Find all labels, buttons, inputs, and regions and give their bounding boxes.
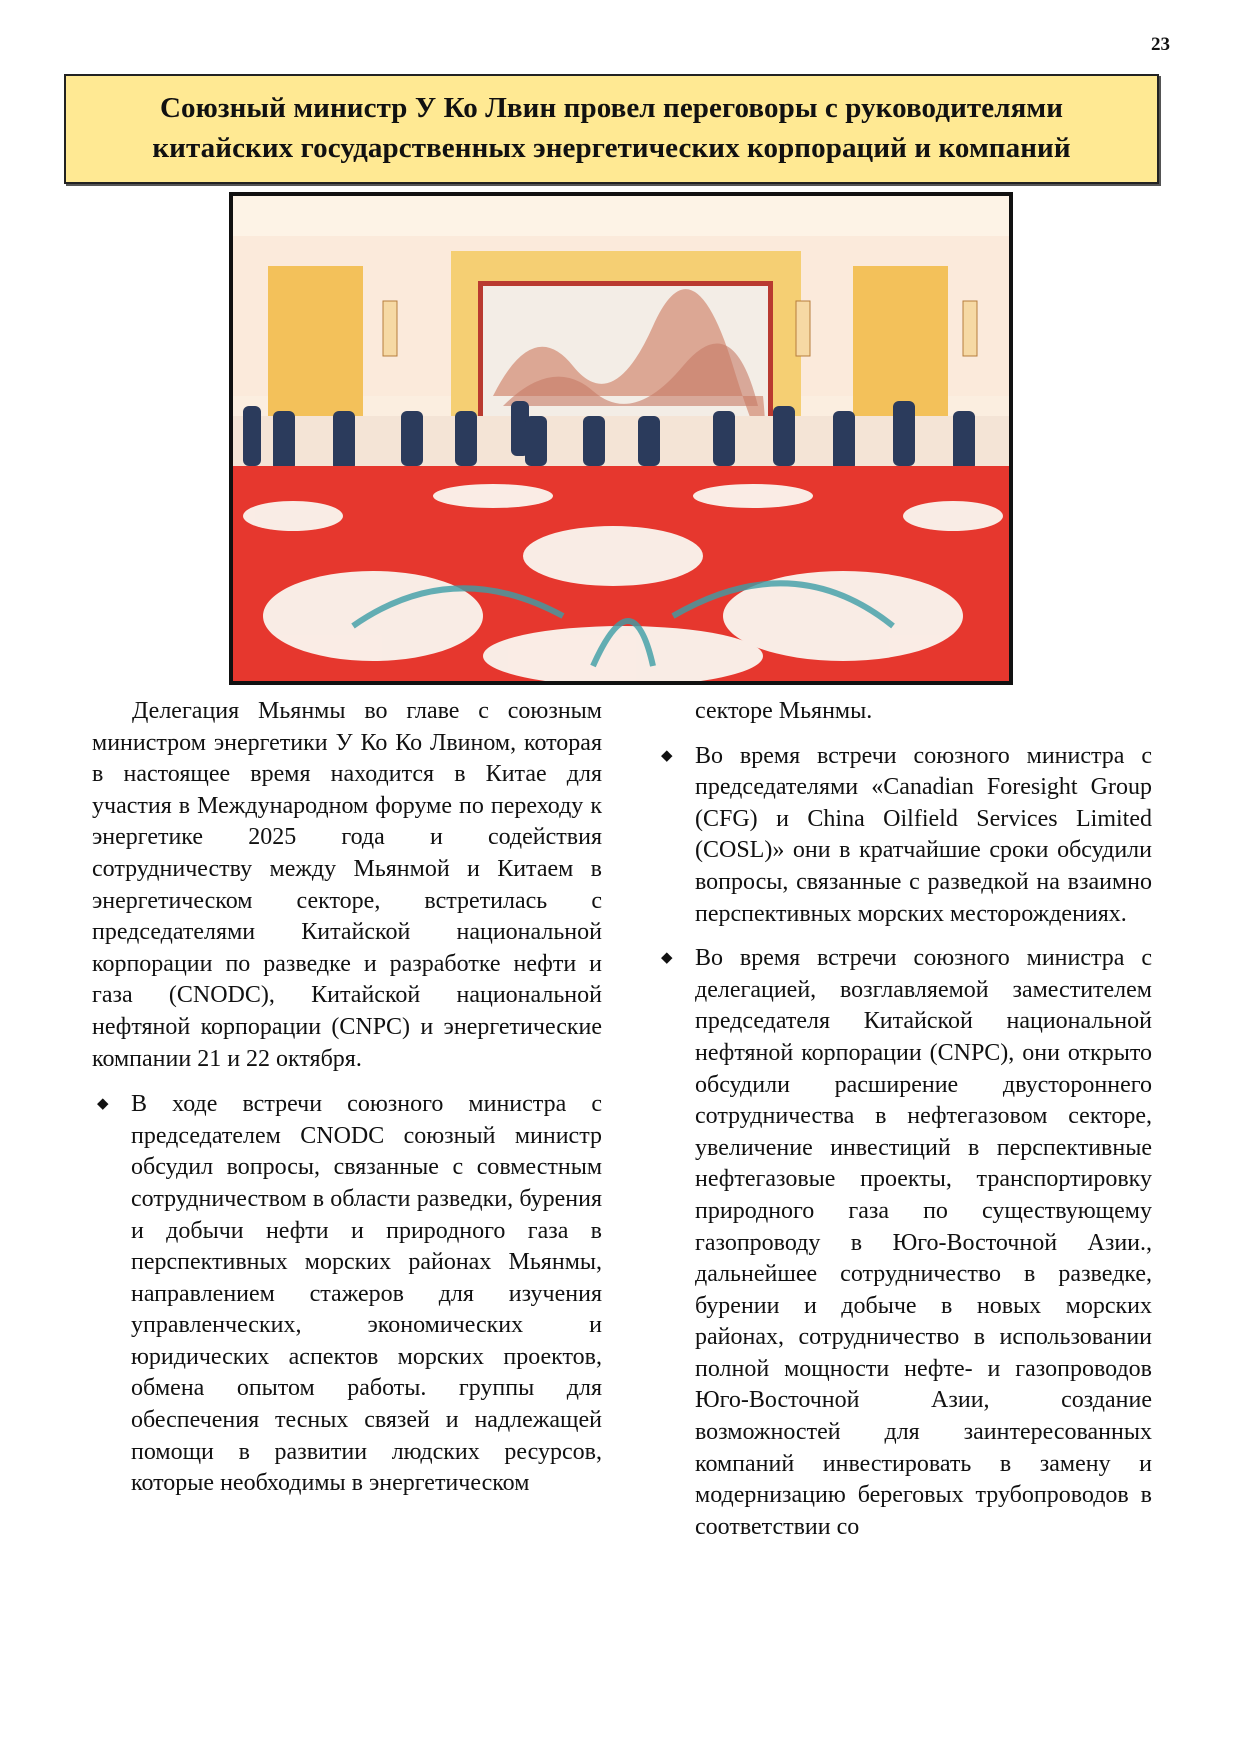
headline-box [64,74,1159,184]
right-column [657,696,1152,1543]
left-column [92,696,602,1500]
list-item-text: В ходе встречи союзного министра с председателем CNODC союзный министр обсудил вопросы, связанные с совместным сотрудничеством в области разведки, бурения и добычи нефти и природного газа в перспективных морских районах Мьянмы, направлением стажеров для изучения управленческих, экономических и юридических аспектов морских проектов, обмена опытом работы. группы для обеспечения тесных связей и надлежащей помощи в развитии людских ресурсов, которые необходимы в энергетическом [131,1091,602,1497]
list-item [97,1089,602,1500]
gold-wall-panel-left [268,266,363,416]
wall-lamp [963,301,977,356]
meeting-photo-illustration [233,196,1009,681]
continued-text: секторе Мьянмы. [695,698,873,724]
intro-paragraph: Делегация Мьянмы во главе с союзным министром энергетики У Ко Ко Лвином, которая в настоящее время находится в Китае для участия в Международном форуме по переходу к энергетике 2025 года и содействия сотрудничеству между Мьянмой и Китаем в энергетическом секторе, встретилась с председателями Китайской национальной корпорации по разведке и разработке нефти и газа (CNODC), Китайской национальной нефтяной корпорации (CNPC) и энергетические компании 21 и 22 октября. [92,698,602,1072]
meeting-photo [229,192,1013,685]
right-bullet-list [657,741,1152,1544]
wall-lamp [796,301,810,356]
left-bullet-list [92,1089,602,1500]
list-item [661,943,1152,1543]
list-item-text: Во время встречи союзного министра с делегацией, возглавляемой заместителем председателя Китайской национальной нефтяной корпорации (CNPC), они открыто обсудили расширение двустороннего сотрудничества в нефтегазовом секторе, увеличение инвестиций в перспективные нефтегазовые проекты, транспортировку природного газа по существующему газопроводу в Юго-Восточной Азии., дальнейшее сотрудничество в разведке, бурении и добыче в новых морских районах, сотрудничество в использовании полной мощности нефте- и газопроводов Юго-Восточной Азии, создание возможностей для заинтересованных компаний инвестировать в замену и модернизацию береговых трубопроводов в соответствии со [695,945,1152,1540]
list-item-text: Во время встречи союзного министра с председателями «Canadian Foresight Group (CFG) и China Oilfield Services Limited (COSL)» они в кратчайшие сроки обсудили вопросы, связанные с разведкой на взаимно перспективных морских месторождениях. [695,742,1152,927]
page-number: 23 [1151,34,1170,55]
list-item [661,741,1152,931]
ceiling [233,196,1009,236]
wall-lamp [383,301,397,356]
headline: Союзный министр У Ко Лвин провел переговоры с руководителями китайских государственных энергетических корпораций и компаний [152,92,1071,164]
diamond-bullet-icon: ◆ [661,747,673,764]
diamond-bullet-icon: ◆ [97,1096,109,1113]
diamond-bullet-icon: ◆ [661,950,673,967]
gold-wall-panel-right [853,266,948,416]
